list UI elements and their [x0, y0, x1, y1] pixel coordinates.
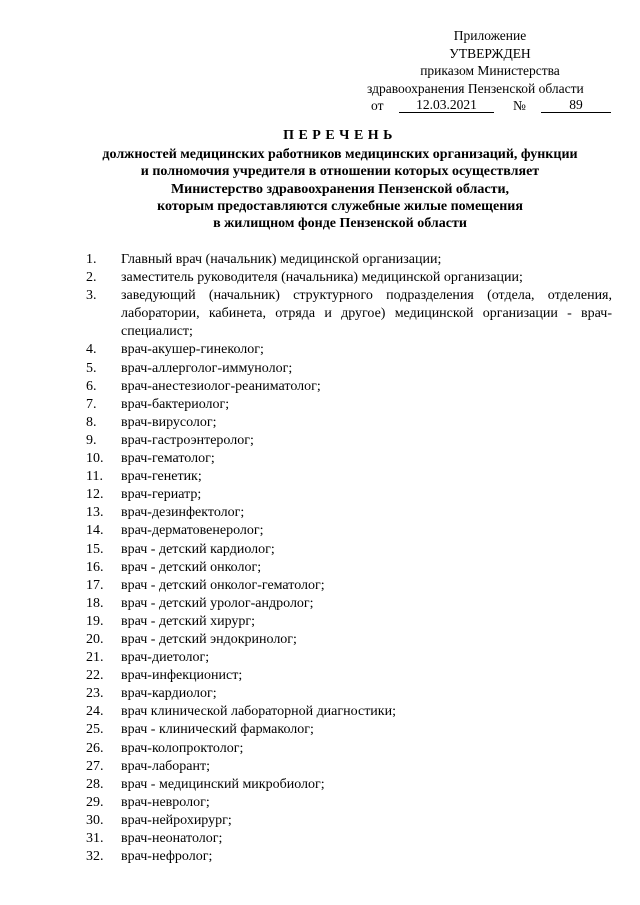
list-item: [86, 432, 612, 450]
list-item: [86, 378, 612, 396]
item-text: врач-гериатр;: [121, 487, 202, 503]
title-line: которым предоставляются служебные жилые помещения: [157, 198, 523, 214]
number-prefix: №: [513, 98, 526, 113]
item-number: 19.: [86, 613, 104, 629]
list-item: [86, 685, 612, 703]
list-item: [86, 396, 612, 414]
item-text: врач - детский уролог-андролог;: [121, 595, 314, 611]
item-text: врач клинической лабораторной диагностики;: [121, 704, 396, 720]
item-number: 28.: [86, 776, 104, 792]
item-number: 11.: [86, 469, 103, 485]
list-item: [86, 341, 612, 359]
date-underline: [399, 97, 494, 113]
list-item: [86, 631, 612, 649]
list-item: [86, 812, 612, 830]
title-line: должностей медицинских работников медицинских организаций, функции: [102, 147, 578, 163]
item-number: 29.: [86, 794, 104, 810]
item-text: врач - детский онколог-гематолог;: [121, 577, 325, 593]
approval-line-approved: УТВЕРЖДЕН: [449, 45, 531, 61]
item-number: 5.: [86, 360, 97, 376]
approval-line-order: приказом Министерства: [420, 63, 560, 78]
number-underline: [541, 97, 611, 113]
list-item: [86, 468, 612, 486]
item-text: врач-нефролог;: [121, 849, 213, 865]
item-text: заведующий (начальник) структурного подразделения (отдела, отделения, лаборатории, кабинета, отряда и другое) медицинской организации - врач-специалист;: [121, 288, 612, 340]
list-item: [86, 360, 612, 378]
list-item: [86, 486, 612, 504]
item-text: врач-гематолог;: [121, 451, 215, 467]
list-item: [86, 287, 612, 341]
item-text: врач-кардиолог;: [121, 686, 217, 702]
item-text: врач-бактериолог;: [121, 396, 230, 412]
item-number: 13.: [86, 505, 104, 521]
item-number: 30.: [86, 812, 104, 828]
item-text: врач-вирусолог;: [121, 414, 217, 430]
list-item: [86, 251, 612, 269]
title-line: и полномочия учредителя в отношении которых осуществляет: [140, 164, 540, 180]
list-item: [86, 595, 612, 613]
item-text: врач-невролог;: [121, 794, 210, 810]
list-item: [86, 541, 612, 559]
list-item: [86, 414, 612, 432]
item-text: врач-диетолог;: [121, 650, 210, 666]
item-number: 31.: [86, 831, 104, 846]
item-text: врач - клинический фармаколог;: [121, 722, 314, 738]
document-title: [60, 127, 620, 232]
item-number: 18.: [86, 595, 104, 611]
item-text: врач-лаборант;: [121, 758, 211, 774]
item-number: 17.: [86, 577, 104, 593]
item-text: врач - медицинский микробиолог;: [121, 776, 325, 792]
title-line: Министерство здравоохранения Пензенской области,: [170, 181, 510, 197]
item-text: врач-инфекционист;: [121, 668, 243, 684]
item-number: 25.: [86, 722, 104, 738]
list-item: [86, 848, 612, 866]
approval-line-appendix: Приложение: [453, 28, 527, 43]
item-number: 1.: [86, 252, 97, 267]
approval-block: [365, 27, 615, 115]
item-text: врач-неонатолог;: [121, 831, 223, 846]
item-text: врач-колопроктолог;: [121, 740, 244, 756]
list-item: [86, 450, 612, 468]
item-number: 15.: [86, 541, 104, 557]
item-number: 6.: [86, 378, 97, 394]
item-text: врач - детский хирург;: [121, 613, 256, 629]
list-item: [86, 559, 612, 577]
item-text: врач-аллерголог-иммунолог;: [121, 360, 293, 376]
item-text: врач-генетик;: [121, 469, 202, 485]
item-number: 12.: [86, 487, 104, 503]
item-text: врач - детский кардиолог;: [121, 541, 275, 557]
item-number: 8.: [86, 414, 97, 430]
item-number: 26.: [86, 740, 104, 756]
list-item: [86, 721, 612, 739]
title-line: в жилищном фонде Пензенской области: [213, 216, 467, 232]
list-item: [86, 776, 612, 794]
item-number: 3.: [86, 288, 97, 304]
item-text: Главный врач (начальник) медицинской организации;: [121, 252, 442, 267]
item-number: 9.: [86, 432, 97, 448]
list-item: [86, 703, 612, 721]
date-prefix: от: [371, 98, 384, 113]
list-item: [86, 794, 612, 812]
item-number: 2.: [86, 270, 97, 286]
item-number: 32.: [86, 849, 104, 865]
item-number: 20.: [86, 631, 104, 647]
approval-line-ministry: здравоохранения Пензенской области: [367, 80, 584, 96]
item-number: 22.: [86, 668, 104, 684]
item-text: врач-нейрохирург;: [121, 812, 232, 828]
title-heading: ПЕРЕЧЕНЬ: [283, 128, 397, 143]
item-number: 27.: [86, 758, 104, 774]
list-item: [86, 667, 612, 685]
list-item: [86, 613, 612, 631]
item-text: врач - детский эндокринолог;: [121, 631, 297, 647]
list-item: [86, 830, 612, 848]
approval-date-row: [365, 97, 615, 115]
item-text: заместитель руководителя (начальника) медицинской организации;: [121, 270, 523, 286]
approval-number: 89: [569, 97, 583, 112]
item-number: 7.: [86, 396, 97, 412]
item-number: 14.: [86, 523, 104, 539]
item-text: врач-анестезиолог-реаниматолог;: [121, 378, 321, 394]
item-text: врач-дерматовенеролог;: [121, 523, 264, 539]
item-number: 4.: [86, 342, 97, 358]
list-item: [86, 758, 612, 776]
item-number: 21.: [86, 650, 104, 666]
item-number: 10.: [86, 451, 104, 467]
item-text: врач-гастроэнтеролог;: [121, 432, 254, 448]
list-item: [86, 522, 612, 540]
item-number: 23.: [86, 686, 104, 702]
list-item: [86, 649, 612, 667]
list-item: [86, 269, 612, 287]
positions-list: [86, 251, 612, 866]
approval-date: 12.03.2021: [416, 97, 477, 112]
list-item: [86, 504, 612, 522]
item-text: врач - детский онколог;: [121, 559, 262, 575]
item-number: 16.: [86, 559, 104, 575]
item-number: 24.: [86, 704, 104, 720]
item-text: врач-дезинфектолог;: [121, 505, 245, 521]
item-text: врач-акушер-гинеколог;: [121, 342, 264, 358]
list-item: [86, 740, 612, 758]
list-item: [86, 577, 612, 595]
